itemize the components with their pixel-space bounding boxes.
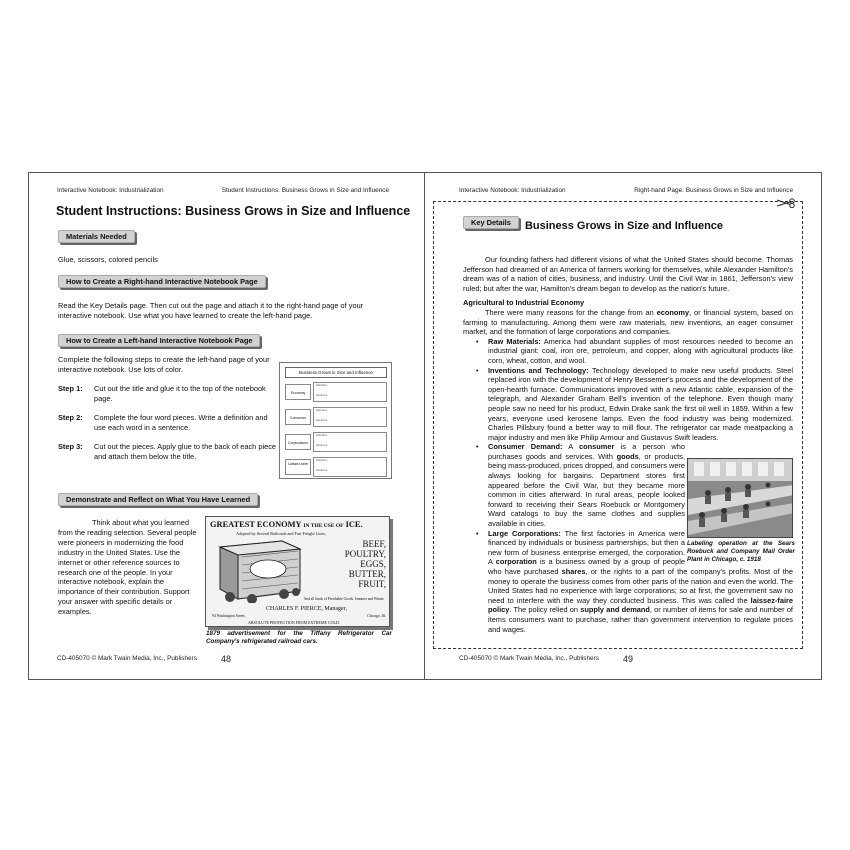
footer: CD-405070 © Mark Twain Media, Inc., Publishers (57, 655, 197, 662)
running-header-right: Student Instructions: Business Grows in Size and Influence (221, 187, 389, 194)
step-label: Step 1: (58, 384, 83, 393)
text-run: is a person who purchases goods and services. With (488, 442, 685, 461)
ice-advertisement (205, 516, 390, 627)
consumer-demand-bullet (463, 442, 685, 528)
ad-address-left: 94 Washington Street, (212, 614, 246, 618)
definition-label: Definition (316, 434, 328, 437)
ad-good: FRUIT, (358, 579, 386, 589)
key-term: corporation (495, 557, 537, 567)
inventions-bullet (463, 366, 793, 443)
refrigerator-car-illustration (212, 539, 304, 603)
running-header-left: Interactive Notebook: Industrialization (57, 187, 164, 194)
thumbnail-row-box (313, 382, 387, 402)
sentence-label: Sentence (316, 469, 328, 472)
key-term: goods (616, 451, 639, 461)
page-number: 49 (623, 654, 634, 664)
ad-caption: 1879 advertisement for the Tiffany Refrigerator Car Company's refrigerated railroad cars. (206, 630, 392, 645)
text-run: A (562, 442, 580, 452)
ad-small-print: And all kinds of Perishable Goods, Summer and Winter. (303, 597, 385, 601)
ad-goods (310, 539, 386, 589)
definition-label: Definition (316, 409, 328, 412)
step-text: Complete the four word pieces. Write a definition and use each word in a sentence. (94, 413, 268, 432)
text-run: , or number of items for sale and number of items consumers want to purchase, rather than government intervention to regulate prices and wages. (488, 605, 793, 634)
thumbnail-row-label: Corporations (285, 434, 311, 450)
text-run: There were many reasons for the change from an (485, 307, 657, 317)
thumbnail-row (285, 432, 387, 452)
bullet-text: America had abundant supplies of most resources needed to become an industrial giant: coal, iron ore, petroleum, and copper, along with agricultural products like corn, wheat, cotton, and wool. (488, 336, 793, 365)
sentence-label: Sentence (316, 394, 328, 397)
step-3 (58, 442, 276, 462)
key-term: economy (656, 307, 690, 317)
right-hand-page-label: How to Create a Right-hand Interactive Notebook Page (58, 275, 266, 288)
demonstrate-text: Think about what you learned from the reading selection. Several people were pioneers in modernizing the food industry in the United States. Use the internet or other reference sources to research one of the people. In your interactive notebook, explain the importance of their contribution. Support your answer with specific details or examples. (58, 518, 197, 617)
ad-headline (210, 520, 363, 529)
step-label: Step 2: (58, 413, 83, 422)
running-header-left: Interactive Notebook: Industrialization (459, 187, 566, 194)
key-term: shares (561, 567, 586, 576)
key-details-body (463, 255, 793, 634)
sears-labeling-photo (687, 458, 793, 538)
page-title: Student Instructions: Business Grows in Size and Influence (56, 204, 411, 218)
step-2 (58, 413, 276, 433)
text-run: The first factories in America were financed by individuals or business partnerships, but then a new form of business enterprise emerged, the corporation. A (488, 528, 685, 567)
text-run: , or financial system, based on farming to manufacturing. Among them were raw materials, new inventions, an eager consumer market, and the formation of large corporations and companies. (463, 307, 794, 337)
thumbnail-row (285, 407, 387, 427)
materials-needed-label: Materials Needed (58, 230, 135, 243)
right-page (424, 172, 822, 680)
definition-label: Definition (316, 459, 328, 462)
text-run: . The policy relied on (509, 605, 581, 615)
left-page (28, 172, 426, 680)
thumbnail-row (285, 457, 387, 477)
page-number: 48 (221, 654, 232, 664)
ad-address-right: Chicago, Ill. (367, 614, 386, 618)
sentence-label: Sentence (316, 444, 328, 447)
ad-protection: ABSOLUTE PROTECTION FROM EXTREME COLD. (248, 620, 340, 625)
thumbnail-title: Business Grows in Size and Influence (285, 367, 387, 378)
text-run: is a business owned by a group of people who have purchased (488, 557, 685, 576)
ad-headline-a: GREATEST ECONOMY (210, 520, 302, 529)
raw-materials-bullet (463, 337, 793, 366)
ad-good: EGGS, (360, 559, 386, 569)
ad-subline: Adopted by Several Railroads and Fast Freight Lines, (236, 531, 327, 536)
materials-text: Glue, scissors, colored pencils (58, 255, 158, 264)
step-text: Cut out the pieces. Apply glue to the back of each piece and attach them below the title. (94, 442, 277, 461)
scissors-icon (775, 198, 797, 208)
text-run: , or products, being mass-produced, prices dropped, and consumers were always looking for bargains. Department stores first appeared before the Civil War, but they became more common in cities afterward. In rural areas, people looked forward to receiving their Sears Roebuck or Montgomery Ward catalogs to buy the same clothes and supplies available in cities. (488, 451, 685, 529)
section-intro (463, 308, 793, 337)
ad-headline-b: IN THE USE OF (303, 523, 344, 529)
sentence-label: Sentence (316, 419, 328, 422)
demonstrate-reflect-label: Demonstrate and Reflect on What You Have Learned (58, 493, 258, 506)
bullet-text: Technology developed to make new useful products. Steel replaced iron with the development of Henry Bessemer's process and the development of the open-hearth furnace. Communications improved with a new Atlantic cable, expansion of the telegraph, and Alexander Graham Bell's invention of the telephone. Even though many people saw no need for his product, Edwin Drake sank the first oil well in 1859. Within a few years, everyone used kerosene lamps. Even the food industry was being modernized. Charles Pillsbury found a better way to mill flour. The refrigerator car made meatpacking a major industry and men like Philip Armour and Gustavus Swift leaders. (488, 365, 793, 442)
key-term: supply and demand (580, 605, 650, 615)
bullet-heading: Consumer Demand: (488, 442, 563, 452)
step-label: Step 3: (58, 442, 83, 451)
thumbnail-row (285, 382, 387, 402)
running-header-right: Right-hand Page: Business Grows in Size and Influence (634, 187, 793, 194)
ad-headline-c: ICE. (345, 520, 363, 529)
footer: CD-405070 © Mark Twain Media, Inc., Publishers (459, 655, 599, 662)
key-term: laissez-faire policy (488, 595, 793, 615)
step-text: Cut out the title and glue it to the top of the notebook page. (94, 384, 266, 403)
text-run: , or the rights to a part of the company's profits. Most of the money to operate the business comes from other parts of the nation and even the world. The United States had no experience with large corporations; so at first, the government saw no need to interfere with the way they conducted business. This was called the (488, 567, 794, 605)
section-heading: Agricultural to Industrial Economy (463, 298, 585, 308)
bullet-heading: Large Corporations: (488, 528, 561, 538)
intro-paragraph: Our founding fathers had different visions of what the United States should become. Thomas Jefferson had dreamed of an America of farmers working for themselves, while Alexander Hamilton's dream was of a nation of cities, business, and industry. Until the Civil War in 1861, Jefferson's view ruled; but after the war, Hamilton's dream began to develop as the nation's future. (463, 255, 793, 293)
notebook-page-thumbnail (279, 362, 392, 479)
bullet-heading: Raw Materials: (488, 336, 541, 346)
thumbnail-row-label: Consumer (285, 409, 311, 425)
thumbnail-row-box (313, 457, 387, 477)
key-details-title: Business Grows in Size and Influence (524, 220, 724, 232)
thumbnail-row-label: Economy (285, 384, 311, 400)
thumbnail-row-box (313, 432, 387, 452)
ad-good: BEEF, (362, 539, 386, 549)
bullet-heading: Inventions and Technology: (488, 365, 589, 375)
step-1 (58, 384, 276, 404)
right-hand-page-text: Read the Key Details page. Then cut out the page and attach it to the right-hand page of your interactive notebook. Use what you have learned to create the left-hand page. (58, 301, 364, 320)
thumbnail-row-label: Laissez-faire (285, 459, 311, 475)
ad-manager: CHARLES F. PIERCE, Manager, (266, 606, 347, 612)
left-hand-page-intro: Complete the following steps to create the left-hand page of your interactive notebook. Use lots of color. (58, 355, 270, 374)
ad-good: BUTTER, (348, 569, 386, 579)
definition-label: Definition (316, 384, 328, 387)
left-hand-page-label: How to Create a Left-hand Interactive Notebook Page (58, 334, 260, 347)
key-details-label: Key Details (463, 216, 519, 229)
thumbnail-row-box (313, 407, 387, 427)
key-term: consumer (579, 442, 615, 452)
ad-good: POULTRY, (344, 549, 386, 559)
photo-caption: Labeling operation at the Sears Roebuck and Company Mail Order Plant in Chicago, c. 1918 (687, 540, 795, 563)
